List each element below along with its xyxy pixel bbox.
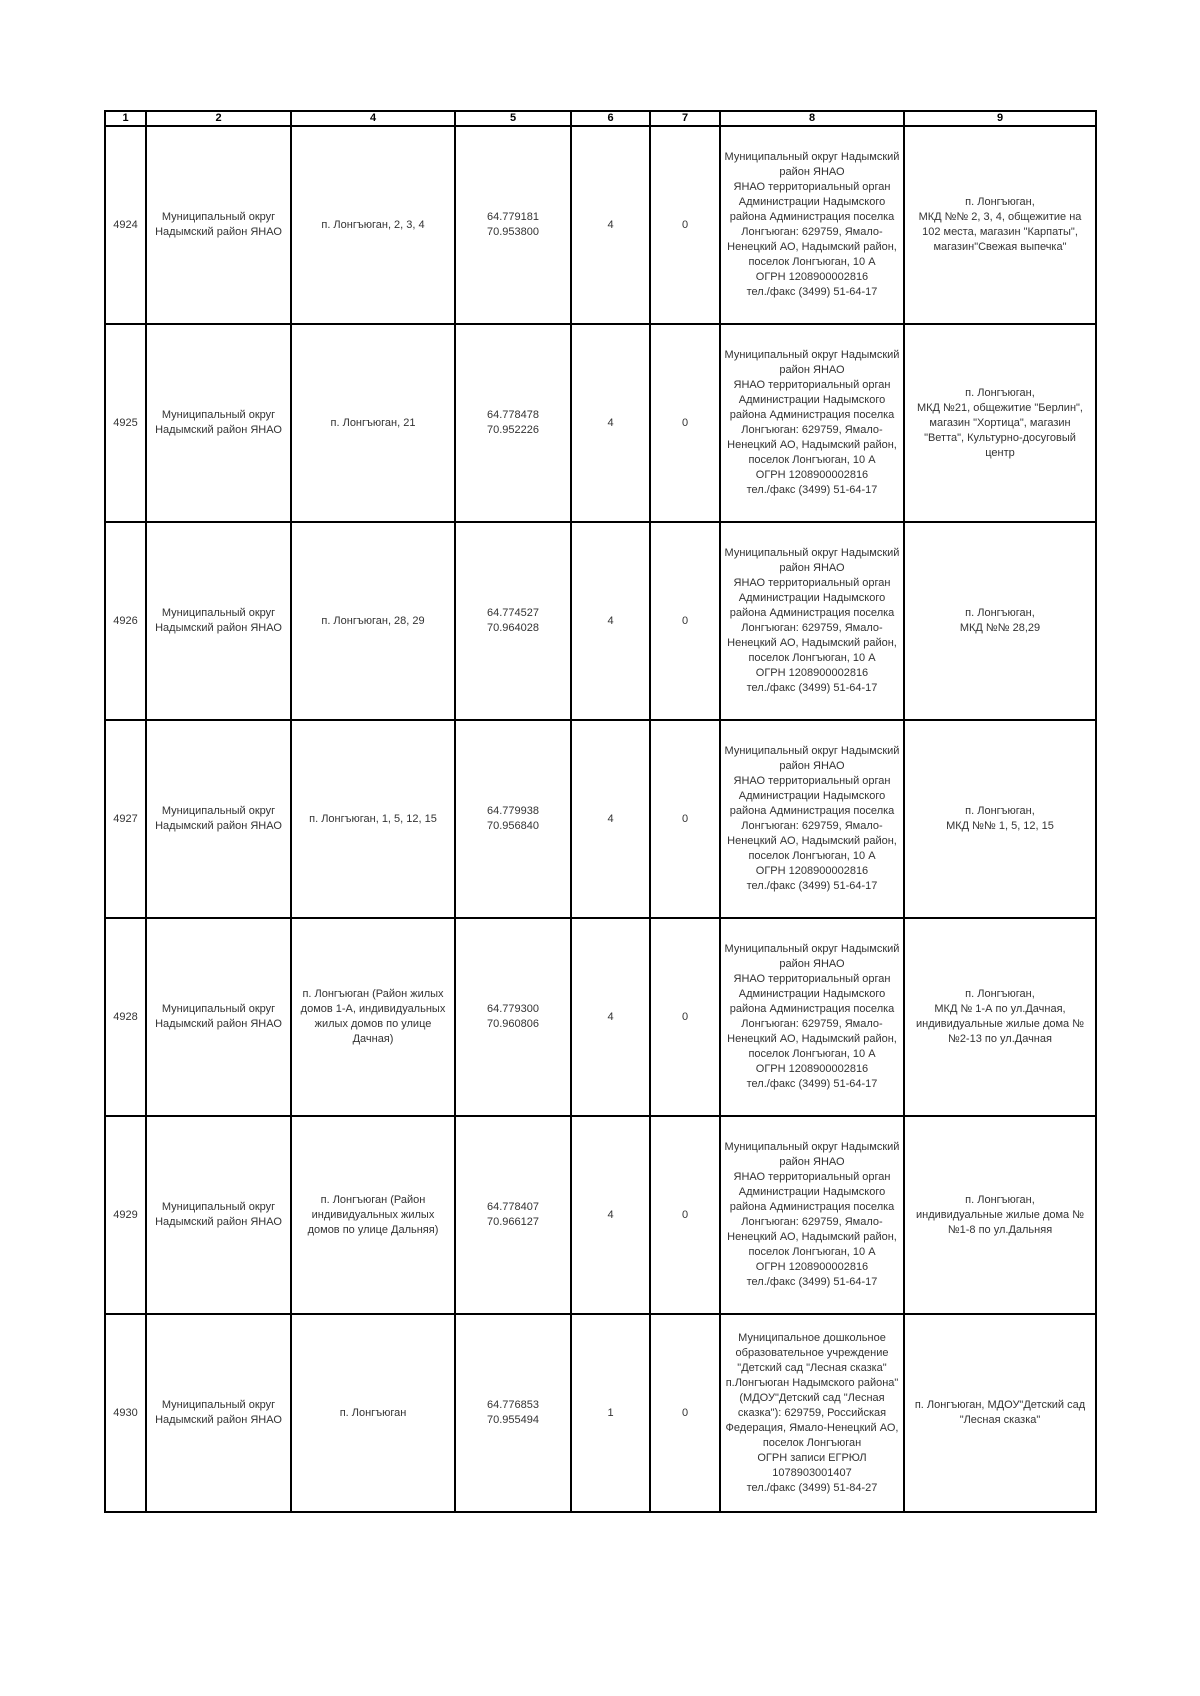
sources-cell: п. Лонгъюган, индивидуальные жилые дома №№1-8 по ул.Дальняя	[904, 1116, 1096, 1314]
owner-cell: Муниципальный округ Надымский район ЯНАО ЯНАО территориальный орган Администрации Надымского района Администрация поселка Лонгъюган: 629759, Ямало-Ненецкий АО, Надымский район, поселок Лонгъюган, 10 А ОГРН 1208900002816 тел./факс (3499) 51-64-17	[720, 324, 904, 522]
table-row	[105, 720, 1096, 918]
coordinates-cell: 64.778407 70.966127	[455, 1116, 571, 1314]
header-col-4: 4	[291, 111, 455, 126]
coordinates-cell: 64.778478 70.952226	[455, 324, 571, 522]
district-cell: Муниципальный округ Надымский район ЯНАО	[146, 324, 291, 522]
table-row	[105, 918, 1096, 1116]
row-number: 4929	[105, 1116, 146, 1314]
col6-cell: 4	[571, 126, 650, 324]
address-cell: п. Лонгъюган, 1, 5, 12, 15	[291, 720, 455, 918]
header-col-1: 1	[105, 111, 146, 126]
row-number: 4928	[105, 918, 146, 1116]
coordinates-cell: 64.779938 70.956840	[455, 720, 571, 918]
header-col-2: 2	[146, 111, 291, 126]
table-row	[105, 126, 1096, 324]
col7-cell: 0	[650, 720, 720, 918]
district-cell: Муниципальный округ Надымский район ЯНАО	[146, 918, 291, 1116]
owner-cell: Муниципальный округ Надымский район ЯНАО ЯНАО территориальный орган Администрации Надымского района Администрация поселка Лонгъюган: 629759, Ямало-Ненецкий АО, Надымский район, поселок Лонгъюган, 10 А ОГРН 1208900002816 тел./факс (3499) 51-64-17	[720, 522, 904, 720]
table-row	[105, 324, 1096, 522]
sources-cell: п. Лонгъюган, МКД №21, общежитие "Берлин", магазин "Хортица", магазин "Ветта", Культурно-досуговый центр	[904, 324, 1096, 522]
district-cell: Муниципальный округ Надымский район ЯНАО	[146, 720, 291, 918]
col7-cell: 0	[650, 522, 720, 720]
col6-cell: 4	[571, 1116, 650, 1314]
district-cell: Муниципальный округ Надымский район ЯНАО	[146, 522, 291, 720]
col6-cell: 4	[571, 918, 650, 1116]
col6-cell: 4	[571, 720, 650, 918]
address-cell: п. Лонгъюган	[291, 1314, 455, 1512]
col6-cell: 4	[571, 522, 650, 720]
col6-cell: 1	[571, 1314, 650, 1512]
table-row	[105, 1116, 1096, 1314]
row-number: 4925	[105, 324, 146, 522]
sources-cell: п. Лонгъюган, МДОУ"Детский сад "Лесная сказка"	[904, 1314, 1096, 1512]
row-number: 4924	[105, 126, 146, 324]
table-row	[105, 1314, 1096, 1512]
owner-cell: Муниципальный округ Надымский район ЯНАО ЯНАО территориальный орган Администрации Надымского района Администрация поселка Лонгъюган: 629759, Ямало-Ненецкий АО, Надымский район, поселок Лонгъюган, 10 А ОГРН 1208900002816 тел./факс (3499) 51-64-17	[720, 918, 904, 1116]
header-col-6: 6	[571, 111, 650, 126]
header-col-8: 8	[720, 111, 904, 126]
col7-cell: 0	[650, 1116, 720, 1314]
district-cell: Муниципальный округ Надымский район ЯНАО	[146, 1116, 291, 1314]
owner-cell: Муниципальное дошкольное образовательное учреждение "Детский сад "Лесная сказка" п.Лонгъюган Надымского района"(МДОУ"Детский сад "Лесная сказка"): 629759, Российская Федерация, Ямало-Ненецкий АО, поселок Лонгъюган ОГРН записи ЕГРЮЛ 1078903001407 тел./факс (3499) 51-84-27	[720, 1314, 904, 1512]
row-number: 4926	[105, 522, 146, 720]
header-col-5: 5	[455, 111, 571, 126]
registry-table	[104, 110, 1097, 1513]
address-cell: п. Лонгъюган, 21	[291, 324, 455, 522]
coordinates-cell: 64.774527 70.964028	[455, 522, 571, 720]
row-number: 4927	[105, 720, 146, 918]
address-cell: п. Лонгъюган (Район жилых домов 1-А, индивидуальных жилых домов по улице Дачная)	[291, 918, 455, 1116]
owner-cell: Муниципальный округ Надымский район ЯНАО ЯНАО территориальный орган Администрации Надымского района Администрация поселка Лонгъюган: 629759, Ямало-Ненецкий АО, Надымский район, поселок Лонгъюган, 10 А ОГРН 1208900002816 тел./факс (3499) 51-64-17	[720, 720, 904, 918]
address-cell: п. Лонгъюган, 2, 3, 4	[291, 126, 455, 324]
coordinates-cell: 64.776853 70.955494	[455, 1314, 571, 1512]
header-row	[105, 111, 1096, 126]
sources-cell: п. Лонгъюган, МКД №№ 28,29	[904, 522, 1096, 720]
row-number: 4930	[105, 1314, 146, 1512]
district-cell: Муниципальный округ Надымский район ЯНАО	[146, 1314, 291, 1512]
owner-cell: Муниципальный округ Надымский район ЯНАО ЯНАО территориальный орган Администрации Надымского района Администрация поселка Лонгъюган: 629759, Ямало-Ненецкий АО, Надымский район, поселок Лонгъюган, 10 А ОГРН 1208900002816 тел./факс (3499) 51-64-17	[720, 1116, 904, 1314]
sources-cell: п. Лонгъюган, МКД №№ 2, 3, 4, общежитие на 102 места, магазин "Карпаты", магазин"Свежая выпечка"	[904, 126, 1096, 324]
sources-cell: п. Лонгъюган, МКД № 1-А по ул.Дачная, индивидуальные жилые дома №№2-13 по ул.Дачная	[904, 918, 1096, 1116]
coordinates-cell: 64.779300 70.960806	[455, 918, 571, 1116]
header-col-9: 9	[904, 111, 1096, 126]
district-cell: Муниципальный округ Надымский район ЯНАО	[146, 126, 291, 324]
col7-cell: 0	[650, 1314, 720, 1512]
address-cell: п. Лонгъюган (Район индивидуальных жилых домов по улице Дальняя)	[291, 1116, 455, 1314]
col7-cell: 0	[650, 126, 720, 324]
sources-cell: п. Лонгъюган, МКД №№ 1, 5, 12, 15	[904, 720, 1096, 918]
address-cell: п. Лонгъюган, 28, 29	[291, 522, 455, 720]
owner-cell: Муниципальный округ Надымский район ЯНАО ЯНАО территориальный орган Администрации Надымского района Администрация поселка Лонгъюган: 629759, Ямало-Ненецкий АО, Надымский район, поселок Лонгъюган, 10 А ОГРН 1208900002816 тел./факс (3499) 51-64-17	[720, 126, 904, 324]
col7-cell: 0	[650, 324, 720, 522]
col6-cell: 4	[571, 324, 650, 522]
table-row	[105, 522, 1096, 720]
coordinates-cell: 64.779181 70.953800	[455, 126, 571, 324]
col7-cell: 0	[650, 918, 720, 1116]
header-col-7: 7	[650, 111, 720, 126]
